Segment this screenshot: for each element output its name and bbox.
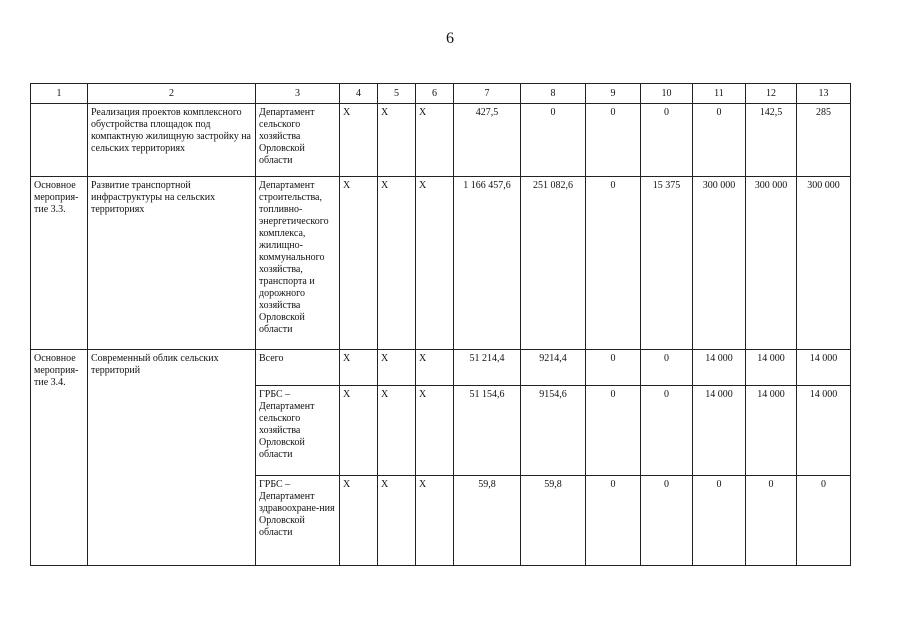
amount-cell: 0 bbox=[586, 476, 641, 566]
amount-total-cell: 51 154,6 bbox=[454, 386, 521, 476]
amount-cell: 142,5 bbox=[746, 104, 797, 177]
header-cell: 4 bbox=[340, 84, 378, 104]
code-cell: Х bbox=[416, 104, 454, 177]
program-table bbox=[30, 83, 851, 566]
amount-cell: 0 bbox=[586, 104, 641, 177]
amount-cell: 0 bbox=[746, 476, 797, 566]
event-name-cell: Развитие транспортной инфраструктуры на сельских территориях bbox=[88, 177, 256, 350]
header-cell: 5 bbox=[378, 84, 416, 104]
executor-cell: Департамент строительства, топливно-энергетического комплекса, жилищно-коммунального хозяйства, транспорта и дорожного хозяйства Орловской области bbox=[256, 177, 340, 350]
header-cell: 8 bbox=[521, 84, 586, 104]
amount-cell: 300 000 bbox=[693, 177, 746, 350]
amount-cell: 14 000 bbox=[746, 386, 797, 476]
amount-cell: 300 000 bbox=[797, 177, 851, 350]
amount-total-cell: 1 166 457,6 bbox=[454, 177, 521, 350]
amount-cell: 0 bbox=[641, 104, 693, 177]
code-cell: Х bbox=[340, 350, 378, 386]
code-cell: Х bbox=[340, 386, 378, 476]
amount-cell: 0 bbox=[693, 104, 746, 177]
amount-cell: 0 bbox=[586, 350, 641, 386]
amount-cell: 14 000 bbox=[797, 350, 851, 386]
code-cell: Х bbox=[340, 177, 378, 350]
amount-cell: 0 bbox=[797, 476, 851, 566]
amount-cell: 14 000 bbox=[693, 386, 746, 476]
table-row bbox=[31, 177, 851, 350]
amount-cell: 14 000 bbox=[746, 350, 797, 386]
code-cell: Х bbox=[378, 177, 416, 350]
amount-cell: 9154,6 bbox=[521, 386, 586, 476]
header-row bbox=[31, 84, 851, 104]
header-cell: 12 bbox=[746, 84, 797, 104]
amount-cell: 14 000 bbox=[797, 386, 851, 476]
event-code-cell bbox=[31, 104, 88, 177]
event-code-cell: Основное мероприя-тие 3.3. bbox=[31, 177, 88, 350]
amount-cell: 0 bbox=[641, 386, 693, 476]
amount-total-cell: 427,5 bbox=[454, 104, 521, 177]
executor-cell: ГРБС – Департамент здравоохране-ния Орловской области bbox=[256, 476, 340, 566]
amount-cell: 0 bbox=[693, 476, 746, 566]
header-cell: 13 bbox=[797, 84, 851, 104]
amount-cell: 14 000 bbox=[693, 350, 746, 386]
code-cell: Х bbox=[378, 350, 416, 386]
amount-cell: 0 bbox=[586, 177, 641, 350]
header-cell: 10 bbox=[641, 84, 693, 104]
header-cell: 11 bbox=[693, 84, 746, 104]
amount-cell: 15 375 bbox=[641, 177, 693, 350]
executor-cell: ГРБС – Департамент сельского хозяйства Орловской области bbox=[256, 386, 340, 476]
event-name-cell: Реализация проектов комплексного обустройства площадок под компактную жилищную застройку на сельских территориях bbox=[88, 104, 256, 177]
code-cell: Х bbox=[416, 350, 454, 386]
code-cell: Х bbox=[340, 104, 378, 177]
amount-total-cell: 51 214,4 bbox=[454, 350, 521, 386]
amount-cell: 0 bbox=[521, 104, 586, 177]
executor-cell: Департамент сельского хозяйства Орловской области bbox=[256, 104, 340, 177]
header-cell: 1 bbox=[31, 84, 88, 104]
code-cell: Х bbox=[378, 476, 416, 566]
amount-total-cell: 59,8 bbox=[454, 476, 521, 566]
event-name-cell: Современный облик сельских территорий bbox=[88, 350, 256, 566]
code-cell: Х bbox=[416, 476, 454, 566]
amount-cell: 0 bbox=[641, 350, 693, 386]
header-cell: 7 bbox=[454, 84, 521, 104]
code-cell: Х bbox=[340, 476, 378, 566]
executor-cell: Всего bbox=[256, 350, 340, 386]
code-cell: Х bbox=[416, 386, 454, 476]
header-cell: 9 bbox=[586, 84, 641, 104]
code-cell: Х bbox=[416, 177, 454, 350]
amount-cell: 0 bbox=[641, 476, 693, 566]
amount-cell: 59,8 bbox=[521, 476, 586, 566]
code-cell: Х bbox=[378, 386, 416, 476]
amount-cell: 9214,4 bbox=[521, 350, 586, 386]
amount-cell: 300 000 bbox=[746, 177, 797, 350]
table-row bbox=[31, 104, 851, 177]
page-number: 6 bbox=[446, 30, 454, 47]
amount-cell: 285 bbox=[797, 104, 851, 177]
amount-cell: 251 082,6 bbox=[521, 177, 586, 350]
table-row bbox=[31, 350, 851, 386]
header-cell: 2 bbox=[88, 84, 256, 104]
event-code-cell: Основное мероприя-тие 3.4. bbox=[31, 350, 88, 566]
header-cell: 6 bbox=[416, 84, 454, 104]
header-cell: 3 bbox=[256, 84, 340, 104]
amount-cell: 0 bbox=[586, 386, 641, 476]
code-cell: Х bbox=[378, 104, 416, 177]
